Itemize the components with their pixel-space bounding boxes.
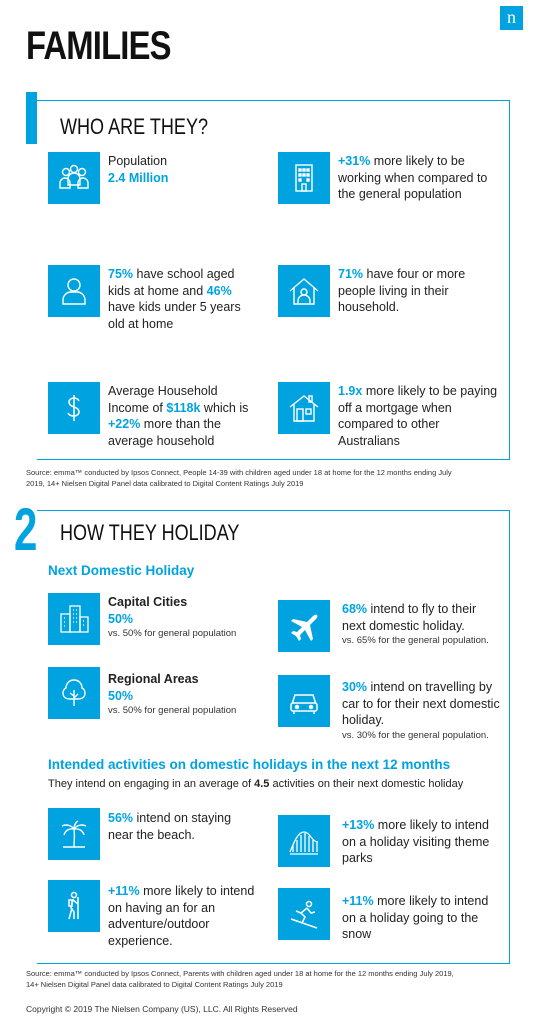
section-holiday-title: HOW THEY HOLIDAY <box>60 520 240 545</box>
beach-highlight: 56% <box>108 811 134 825</box>
theme-highlight: +13% <box>342 818 375 832</box>
household-text: have four or more people living in their household. <box>338 267 466 314</box>
home-people-icon <box>278 265 330 317</box>
page-title: FAMILIES <box>26 24 171 68</box>
person-icon <box>48 265 100 317</box>
activities-intro <box>48 776 463 793</box>
adventure-text: more likely to intend on having an for an adventure/outdoor experience. <box>108 884 255 948</box>
stat-income <box>108 383 253 449</box>
section1-source: Source: emma™ conducted by Ipsos Connect, People 14-39 with children aged under 18 at home for the 12 months ending July 2019, 14+ Nielsen Digital Panel data calibrated to Digital Content Ratings July 2019 <box>26 468 452 488</box>
theme-park-stat <box>342 817 502 867</box>
section-one-marker <box>26 92 37 144</box>
activities-intro-value: 4.5 <box>254 778 270 790</box>
stat-population <box>108 153 258 186</box>
car-note: vs. 30% for the general population. <box>342 729 489 741</box>
snow-stat <box>342 893 502 943</box>
rollercoaster-icon <box>278 815 330 867</box>
section-two-number: 2 <box>14 496 38 563</box>
beach-text: intend on staying near the beach. <box>108 811 232 842</box>
adventure-highlight: +11% <box>108 884 140 898</box>
hiker-icon <box>48 880 100 932</box>
capital-note: vs. 50% for general population <box>108 628 237 639</box>
kids-text2: have kids under 5 years old at home <box>108 300 241 331</box>
income-highlight: $118k <box>166 400 201 415</box>
kids-highlight: 75% <box>108 267 134 281</box>
stat-household <box>338 266 478 316</box>
car-stat <box>342 679 507 742</box>
regional-value: 50% <box>108 688 134 703</box>
activities-heading: Intended activities on domestic holidays in the next 12 months <box>48 757 451 772</box>
stat-mortgage <box>338 383 503 449</box>
population-label: Population <box>108 154 168 168</box>
dollar-icon <box>48 382 100 434</box>
city-icon <box>48 593 100 645</box>
capital-value: 50% <box>108 611 134 626</box>
snow-highlight: +11% <box>342 894 374 908</box>
household-highlight: 71% <box>338 267 364 281</box>
kids-highlight2: 46% <box>206 283 232 298</box>
capital-title: Capital Cities <box>108 595 188 609</box>
adventure-stat <box>108 883 258 949</box>
tree-icon <box>48 667 100 719</box>
snow-text: more likely to intend on a holiday going to the snow <box>342 894 489 941</box>
car-icon <box>278 675 330 727</box>
nielsen-logo <box>500 6 523 30</box>
people-icon <box>48 152 100 204</box>
income-text3: more than the average household <box>108 417 221 448</box>
fly-text: intend to fly to their next domestic holiday. <box>342 602 477 633</box>
income-text1: Average Household Income of <box>108 384 218 415</box>
kids-text1: have school aged kids at home and <box>108 267 235 298</box>
stat-kids <box>108 266 248 332</box>
regional-note: vs. 50% for general population <box>108 705 237 716</box>
fly-highlight: 68% <box>342 602 368 616</box>
working-highlight: +31% <box>338 154 371 168</box>
population-value: 2.4 Million <box>108 170 169 185</box>
mortgage-highlight: 1.9x <box>338 384 363 398</box>
car-highlight: 30% <box>342 680 368 694</box>
income-text2: which is <box>200 400 249 415</box>
working-text: more likely to be working when compared to the general population <box>338 154 488 201</box>
building-icon <box>278 152 330 204</box>
regional-areas <box>108 671 268 717</box>
section2-source: Source: emma™ conducted by Ipsos Connect, Parents with children aged under 18 at home for the 12 months ending July 2019, 14+ Nielsen Digital Panel data calibrated to Digital Content Ratings July 2019 <box>26 969 454 989</box>
house-icon <box>278 382 330 434</box>
plane-icon <box>278 600 330 652</box>
car-text: intend on travelling by car to for their next domestic holiday. <box>342 680 500 727</box>
income-highlight2: +22% <box>108 417 141 431</box>
regional-title: Regional Areas <box>108 672 199 686</box>
activities-intro-text1: They intend on engaging in an average of <box>48 778 255 790</box>
copyright: Copyright © 2019 The Nielsen Company (US), LLC. All Rights Reserved <box>26 1004 298 1014</box>
section-who-title: WHO ARE THEY? <box>60 114 209 139</box>
theme-text: more likely to intend on a holiday visiting theme parks <box>342 818 490 865</box>
next-holiday-heading: Next Domestic Holiday <box>48 563 195 578</box>
stat-working <box>338 153 498 203</box>
capital-cities <box>108 594 268 640</box>
skier-icon <box>278 888 330 940</box>
fly-note: vs. 65% for the general population. <box>342 635 489 646</box>
activities-intro-text2: activities on their next domestic holiday <box>269 778 464 790</box>
logo-letter: n <box>507 7 516 27</box>
mortgage-text: more likely to be paying off a mortgage when compared to other Australians <box>338 384 498 448</box>
fly-stat <box>342 601 502 647</box>
palm-tree-icon <box>48 808 100 860</box>
beach-stat <box>108 810 248 843</box>
